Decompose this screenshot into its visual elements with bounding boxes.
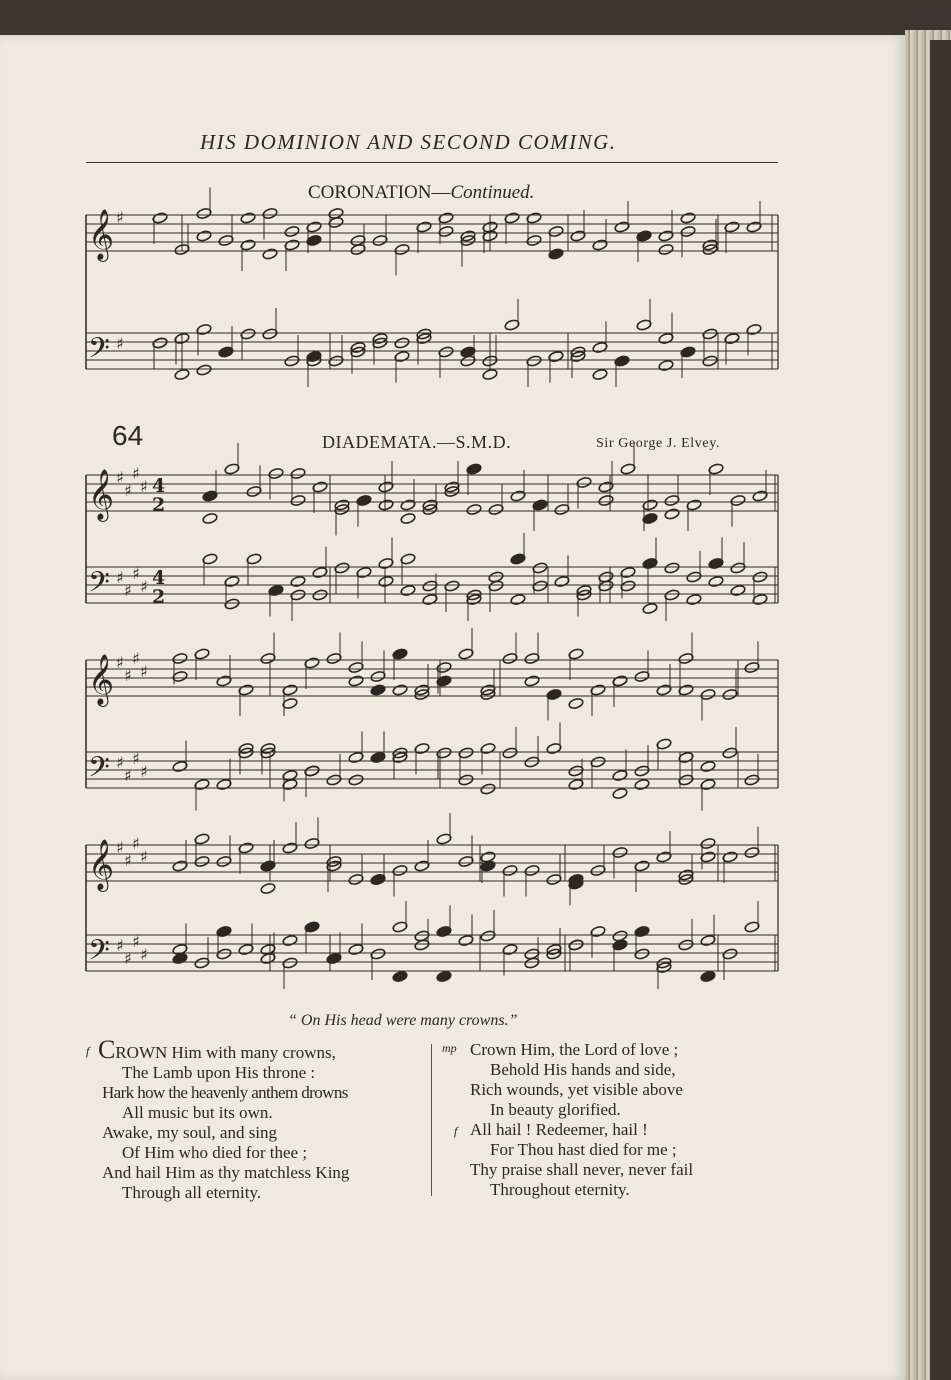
sharp-sign: ♯ xyxy=(124,851,132,870)
note-head xyxy=(370,684,386,696)
note-head xyxy=(658,359,674,371)
verse-line: All music but its own. xyxy=(122,1103,273,1122)
dynamic-mark: mp xyxy=(442,1041,457,1055)
note-head xyxy=(400,584,416,596)
verse-line: And hail Him as thy matchless King xyxy=(102,1163,350,1182)
verse-line: Through all eternity. xyxy=(122,1183,262,1202)
note-head xyxy=(680,212,696,224)
verse-line: Behold His hands and side, xyxy=(490,1060,676,1079)
note-head xyxy=(636,230,652,242)
bass-clef: 𝄢 xyxy=(88,566,110,606)
note-head xyxy=(730,584,746,596)
note-head xyxy=(700,970,716,982)
composer: Sir George J. Elvey. xyxy=(596,436,720,451)
note-head xyxy=(282,934,298,946)
sharp-sign: ♯ xyxy=(140,477,148,496)
sharp-sign: ♯ xyxy=(116,753,124,772)
verse-text: All hail ! Redeemer, hail ! xyxy=(470,1120,648,1139)
verse-right xyxy=(442,1040,778,1200)
note-head xyxy=(700,760,716,772)
verse-line: Of Him who died for thee ; xyxy=(122,1143,308,1162)
sharp-sign: ♯ xyxy=(116,468,124,487)
note-head xyxy=(634,778,650,790)
verse-left xyxy=(86,1035,424,1203)
note-head xyxy=(642,602,658,614)
note-head xyxy=(196,230,212,242)
note-head xyxy=(306,350,322,362)
verse-line: Hark how the heavenly anthem drowns xyxy=(102,1083,348,1102)
note-head xyxy=(488,571,504,583)
sharp-sign: ♯ xyxy=(132,932,140,951)
note-head xyxy=(708,575,724,587)
book-cover-edge xyxy=(930,40,951,1380)
note-head xyxy=(284,225,300,237)
coronation-continued: Continued. xyxy=(450,182,535,203)
note-head xyxy=(202,512,218,524)
hymn-title: DIADEMATA.—S.M.D. xyxy=(322,432,512,452)
note-head xyxy=(524,675,540,687)
note-head xyxy=(260,882,276,894)
verse-text: ROWN Him with many crowns, xyxy=(115,1043,336,1062)
verse-line xyxy=(86,1035,434,1064)
note-head xyxy=(392,970,408,982)
time-signature-bottom: 2 xyxy=(152,494,166,516)
note-head xyxy=(262,248,278,260)
sharp-sign: ♯ xyxy=(124,666,132,685)
sharp-sign: ♯ xyxy=(116,653,124,672)
note-head xyxy=(378,499,394,511)
sharp-sign: ♯ xyxy=(124,581,132,600)
note-head xyxy=(348,675,364,687)
time-signature-top: 4 xyxy=(152,475,166,497)
sharp-sign: ♯ xyxy=(124,481,132,500)
sharp-sign: ♯ xyxy=(116,838,124,857)
note-head xyxy=(394,337,410,349)
verse-line: The Lamb upon His throne : xyxy=(122,1063,316,1082)
sharp-sign: ♯ xyxy=(116,334,124,353)
bass-clef: 𝄢 xyxy=(88,751,110,791)
sharp-sign: ♯ xyxy=(140,577,148,596)
sharp-sign: ♯ xyxy=(132,834,140,853)
note-head xyxy=(172,952,188,964)
note-head xyxy=(196,364,212,376)
time-signature-bottom: 2 xyxy=(152,586,166,608)
running-title: HIS DOMINION AND SECOND COMING. xyxy=(200,130,617,154)
verse-line: Thy praise shall never, never fail xyxy=(470,1160,694,1179)
dynamic-mark: f xyxy=(86,1044,90,1058)
sharp-sign: ♯ xyxy=(124,766,132,785)
note-head xyxy=(686,593,702,605)
note-head xyxy=(612,787,628,799)
verse-line: For Thou hast died for me ; xyxy=(490,1140,677,1159)
sharp-sign: ♯ xyxy=(124,949,132,968)
note-head xyxy=(378,575,394,587)
note-head xyxy=(348,774,364,786)
verse-line: In beauty glorified. xyxy=(490,1100,621,1119)
sharp-sign: ♯ xyxy=(116,936,124,955)
verse-line xyxy=(442,1040,806,1060)
note-head xyxy=(290,575,306,587)
note-head xyxy=(466,503,482,515)
bass-clef: 𝄢 xyxy=(88,332,110,372)
sharp-sign: ♯ xyxy=(140,847,148,866)
sharp-sign: ♯ xyxy=(132,749,140,768)
scripture-quote: “ On His head were many crowns.” xyxy=(288,1012,518,1029)
sharp-sign: ♯ xyxy=(132,649,140,668)
note-head xyxy=(592,368,608,380)
note-head xyxy=(480,783,496,795)
column-divider xyxy=(431,1044,432,1196)
verse-line xyxy=(454,1120,806,1140)
treble-clef: 𝄞 xyxy=(88,469,115,520)
time-signature-top: 4 xyxy=(152,567,166,589)
sharp-sign: ♯ xyxy=(132,564,140,583)
hymn-number: 64 xyxy=(112,420,144,451)
verse-line: Awake, my soul, and sing xyxy=(102,1123,278,1142)
note-head xyxy=(658,243,674,255)
treble-clef: 𝄞 xyxy=(88,654,115,705)
note-head xyxy=(312,589,328,601)
treble-clef: 𝄞 xyxy=(88,839,115,890)
note-head xyxy=(392,684,408,696)
note-head xyxy=(240,212,256,224)
sharp-sign: ♯ xyxy=(116,568,124,587)
note-head xyxy=(664,562,680,574)
note-head xyxy=(664,508,680,520)
note-head xyxy=(400,512,416,524)
sharp-sign: ♯ xyxy=(140,762,148,781)
verse-line: Throughout eternity. xyxy=(490,1180,630,1199)
dynamic-mark: f xyxy=(454,1124,458,1138)
verse-line: Rich wounds, yet visible above xyxy=(470,1080,683,1099)
note-head xyxy=(436,970,452,982)
verse-text: Crown Him, the Lord of love ; xyxy=(470,1040,679,1059)
sharp-sign: ♯ xyxy=(140,662,148,681)
note-head xyxy=(598,494,614,506)
note-head xyxy=(568,697,584,709)
sharp-sign: ♯ xyxy=(132,464,140,483)
sharp-sign: ♯ xyxy=(116,208,124,227)
note-head xyxy=(612,930,628,942)
sharp-sign: ♯ xyxy=(140,945,148,964)
bass-clef: 𝄢 xyxy=(88,934,110,974)
note-head xyxy=(510,593,526,605)
drop-cap: C xyxy=(98,1035,116,1064)
note-head xyxy=(482,368,498,380)
note-head xyxy=(174,368,190,380)
coronation-title: CORONATION— xyxy=(308,182,451,203)
treble-clef: 𝄞 xyxy=(88,209,115,260)
